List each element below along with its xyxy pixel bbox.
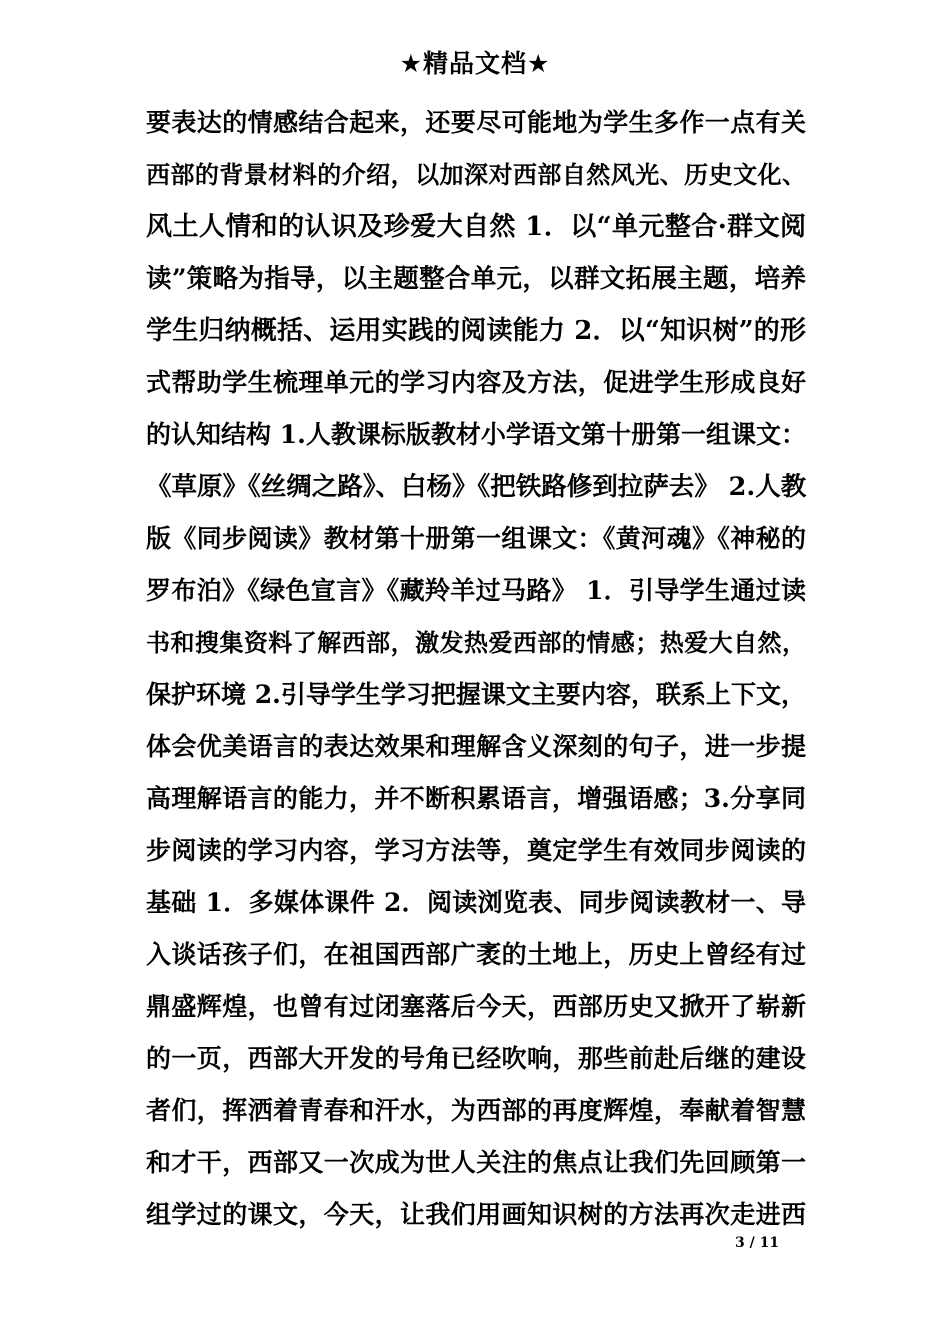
text-line: 基础 1．多媒体课件 2．阅读浏览表、同步阅读教材一、导 [146, 888, 806, 917]
text-line: 风土人情和的认识及珍爱大自然 1．以“单元整合·群文阅 [146, 212, 806, 242]
text-line: 西部的背景材料的介绍，以加深对西部自然风光、历史文化、 [146, 160, 806, 189]
body-text [146, 97, 806, 1241]
text-line: 和才干，西部又一次成为世人关注的焦点让我们先回顾第一 [146, 1148, 806, 1177]
text-line: 入谈话孩子们，在祖国西部广袤的土地上，历史上曾经有过 [146, 940, 806, 969]
text-line: 高理解语言的能力，并不断积累语言，增强语感；3.分享同 [146, 784, 806, 813]
text-line: 书和搜集资料了解西部，激发热爱西部的情感；热爱大自然， [146, 628, 806, 657]
text-line: 《草原》《丝绸之路》、白杨》《把铁路修到拉萨去》 2.人教 [146, 472, 807, 502]
text-line: 保护环境 2.引导学生学习把握课文主要内容，联系上下文， [146, 680, 806, 709]
text-line: 要表达的情感结合起来，还要尽可能地为学生多作一点有关 [146, 108, 806, 137]
text-line: 的一页，西部大开发的号角已经吹响，那些前赴后继的建设 [146, 1044, 806, 1073]
page-header-title: ★精品文档★ [399, 49, 551, 78]
page-number: 3 / 11 [735, 1235, 780, 1251]
text-line: 学生归纳概括、运用实践的阅读能力 2．以“知识树”的形 [146, 316, 806, 346]
text-line: 组学过的课文，今天，让我们用画知识树的方法再次走进西 [146, 1200, 806, 1229]
text-line: 者们，挥洒着青春和汗水，为西部的再度辉煌，奉献着智慧 [146, 1096, 806, 1125]
text-line: 式帮助学生梳理单元的学习内容及方法，促进学生形成良好 [146, 368, 806, 397]
text-line: 的认知结构 1.人教课标版教材小学语文第十册第一组课文： [146, 420, 806, 449]
text-line: 鼎盛辉煌，也曾有过闭塞落后今天，西部历史又掀开了崭新 [146, 992, 806, 1021]
text-line: 读”策略为指导，以主题整合单元，以群文拓展主题，培养 [146, 264, 806, 294]
text-line: 罗布泊》《绿色宣言》《藏羚羊过马路》 1．引导学生通过读 [146, 576, 806, 605]
text-line: 版《同步阅读》教材第十册第一组课文：《黄河魂》《神秘的 [146, 524, 806, 553]
text-line: 步阅读的学习内容，学习方法等，奠定学生有效同步阅读的 [146, 836, 806, 865]
text-line: 体会优美语言的表达效果和理解含义深刻的句子，进一步提 [146, 732, 806, 761]
